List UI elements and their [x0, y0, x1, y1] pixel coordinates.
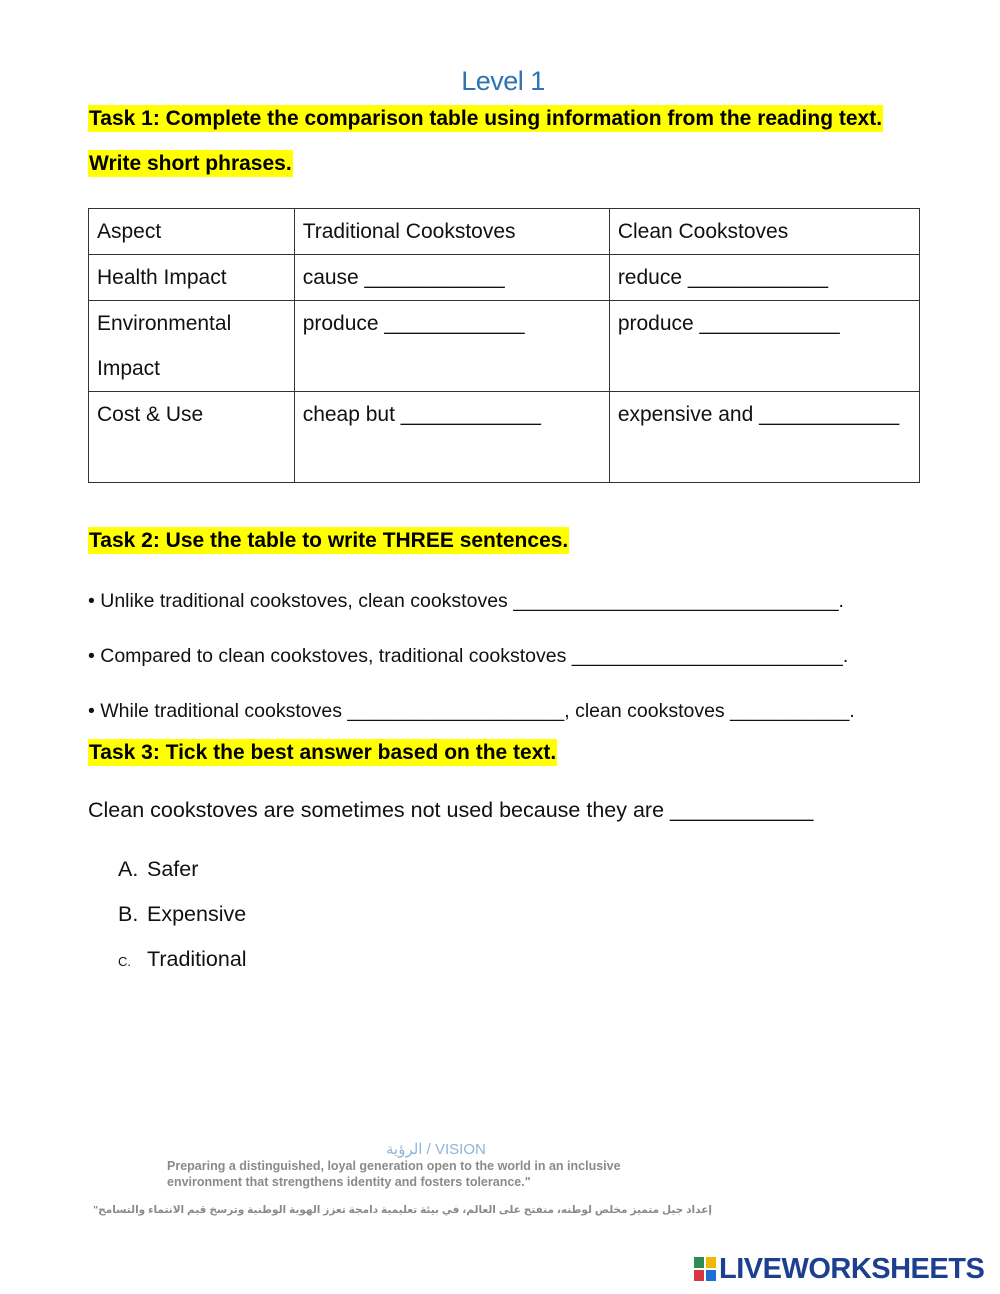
- answer-option-b[interactable]: [118, 902, 246, 927]
- vision-heading: الرؤية / VISION: [386, 1141, 486, 1158]
- table-cell: Health Impact: [89, 255, 295, 301]
- option-marker: C.: [118, 954, 131, 969]
- option-label: Traditional: [147, 947, 247, 971]
- option-marker: A.: [118, 857, 139, 881]
- table-row: [89, 255, 920, 301]
- task1-heading-line2: Write short phrases.: [89, 152, 292, 175]
- answer-option-c[interactable]: [118, 947, 247, 972]
- liveworksheets-brand: LIVEWORKSHEETS: [719, 1252, 985, 1285]
- answer-blank-cell[interactable]: reduce ____________: [609, 255, 919, 301]
- answer-option-a[interactable]: [118, 857, 198, 882]
- option-label: Safer: [147, 857, 199, 881]
- table-cell: Traditional Cookstoves: [294, 209, 609, 255]
- page-title: Level 1: [461, 66, 545, 96]
- task3-heading: Task 3: Tick the best answer based on the text.: [89, 741, 557, 764]
- table-cell: Aspect: [89, 209, 295, 255]
- table-row: [89, 301, 920, 392]
- table-row: [89, 392, 920, 483]
- liveworksheets-logo[interactable]: [694, 1252, 984, 1286]
- liveworksheets-logo-icon: [694, 1257, 716, 1281]
- task3-instruction: [88, 741, 557, 765]
- option-marker: B.: [118, 902, 139, 926]
- vision-statement-en: Preparing a distinguished, loyal generation open to the world in an inclusive environment that strengthens identity and fosters tolerance.": [167, 1159, 621, 1189]
- task1-instruction: [88, 107, 883, 131]
- answer-blank-cell[interactable]: cause ____________: [294, 255, 609, 301]
- task1-heading-line1: Task 1: Complete the comparison table using information from the reading text.: [89, 107, 883, 130]
- answer-blank-cell[interactable]: cheap but ____________: [294, 392, 609, 483]
- task1-instruction-2: [88, 152, 293, 176]
- comparison-table: [88, 208, 920, 483]
- sentence-prompt-3[interactable]: • While traditional cookstoves ____________________, clean cookstoves ___________.: [88, 700, 855, 722]
- sentence-prompt-2[interactable]: • Compared to clean cookstoves, traditional cookstoves _________________________.: [88, 645, 849, 667]
- table-cell: Cost & Use: [89, 392, 295, 483]
- table-cell: Environmental Impact: [89, 301, 295, 392]
- answer-blank-cell[interactable]: produce ____________: [294, 301, 609, 392]
- task2-heading: Task 2: Use the table to write THREE sentences.: [89, 529, 569, 552]
- sentence-prompt-1[interactable]: • Unlike traditional cookstoves, clean cookstoves ______________________________.: [88, 590, 844, 612]
- question-text: Clean cookstoves are sometimes not used because they are ____________: [88, 798, 814, 822]
- vision-statement-ar: إعداد جيل متميز مخلص لوطنه، منفتح على العالم، في بيئة تعليمية دامجة تعزز الهوية الوطنية وترسخ قيم الانتماء والتسامح": [93, 1204, 712, 1216]
- answer-blank-cell[interactable]: produce ____________: [609, 301, 919, 392]
- option-label: Expensive: [147, 902, 247, 926]
- answer-blank-cell[interactable]: expensive and ____________: [609, 392, 919, 483]
- table-header-row: [89, 209, 920, 255]
- task2-instruction: [88, 529, 569, 553]
- table-cell: Clean Cookstoves: [609, 209, 919, 255]
